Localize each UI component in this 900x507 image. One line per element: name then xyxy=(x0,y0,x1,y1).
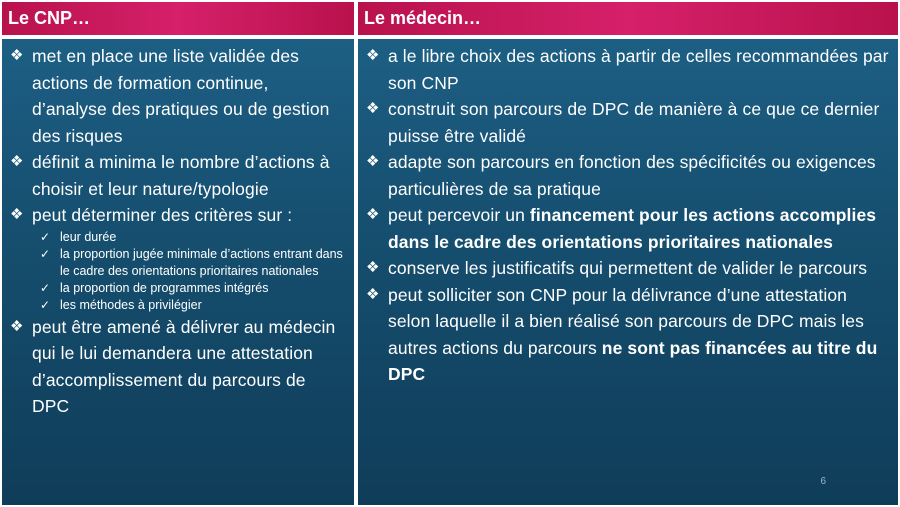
list-item-text xyxy=(388,202,890,255)
list-item-text: conserve les justificatifs qui permettent de valider le parcours xyxy=(388,258,868,278)
diamond-bullet-icon: ❖ xyxy=(366,285,380,303)
list-item xyxy=(10,314,346,420)
diamond-bullet-icon: ❖ xyxy=(366,206,380,223)
diamond-bullet-icon: ❖ xyxy=(10,153,24,170)
diamond-bullet-icon: ❖ xyxy=(366,153,380,170)
list-item xyxy=(366,282,890,388)
list-item xyxy=(10,202,346,229)
diamond-bullet-icon: ❖ xyxy=(366,47,380,64)
list-item-text-bold: financement pour les actions accomplies dans le cadre des orientations prioritaires nationales xyxy=(388,205,877,252)
sub-item-text: leur durée xyxy=(60,229,117,244)
list-item xyxy=(10,43,346,149)
sub-item-text: les méthodes à privilégier xyxy=(60,297,202,312)
list-item-text xyxy=(388,282,890,388)
list-item-text: a le libre choix des actions à partir de celles recommandées par son CNP xyxy=(388,46,889,93)
list-item-text: peut déterminer des critères sur : xyxy=(32,205,293,225)
diamond-bullet-icon: ❖ xyxy=(366,100,380,117)
list-item-text-plain: peut solliciter son CNP pour la délivrance d’une attestation selon laquelle il a bien réalisé son parcours de DPC mais les autres actions du parcours xyxy=(388,284,864,358)
list-item-text-plain: peut percevoir un xyxy=(388,205,530,225)
diamond-bullet-icon: ❖ xyxy=(10,206,24,223)
check-icon: ✓ xyxy=(40,297,51,312)
list-item xyxy=(366,149,890,202)
list-item xyxy=(10,149,346,202)
list-item-text: peut être amené à délivrer au médecin qui le lui demandera une attestation d’accomplissement du parcours de DPC xyxy=(32,316,336,416)
diamond-bullet-icon: ❖ xyxy=(10,47,24,64)
diamond-bullet-icon: ❖ xyxy=(366,259,380,276)
check-icon: ✓ xyxy=(40,246,51,261)
medecin-column xyxy=(356,37,900,507)
list-item-text: construit son parcours de DPC de manière à ce que ce dernier puisse être validé xyxy=(388,99,880,146)
sub-item-text: la proportion jugée minimale d’actions entrant dans le cadre des orientations prioritaires nationales xyxy=(60,246,343,278)
sub-item-text: la proportion de programmes intégrés xyxy=(60,280,269,295)
list-item xyxy=(366,255,890,282)
header-cnp: Le CNP… xyxy=(0,0,356,37)
header-medecin: Le médecin… xyxy=(356,0,900,37)
check-icon: ✓ xyxy=(40,280,51,295)
list-item-text: définit a minima le nombre d’actions à choisir et leur nature/typologie xyxy=(32,152,330,199)
diamond-bullet-icon: ❖ xyxy=(10,317,24,335)
list-item xyxy=(366,202,890,255)
list-item-text: adapte son parcours en fonction des spécificités ou exigences particulières de sa pratique xyxy=(388,152,876,199)
page-number: 6 xyxy=(820,476,826,487)
cnp-column xyxy=(0,37,356,507)
sub-list-item xyxy=(10,297,346,314)
list-item-text-bold: ne sont pas financées au titre du DPC xyxy=(388,337,878,384)
sub-list-item xyxy=(10,229,346,246)
list-item xyxy=(366,96,890,149)
list-item-text: met en place une liste validée des actions de formation continue, d’analyse des pratiques ou de gestion des risques xyxy=(32,46,330,146)
check-icon: ✓ xyxy=(40,229,51,244)
sub-list-item xyxy=(10,246,346,280)
sub-list-item xyxy=(10,280,346,297)
list-item xyxy=(366,43,890,96)
